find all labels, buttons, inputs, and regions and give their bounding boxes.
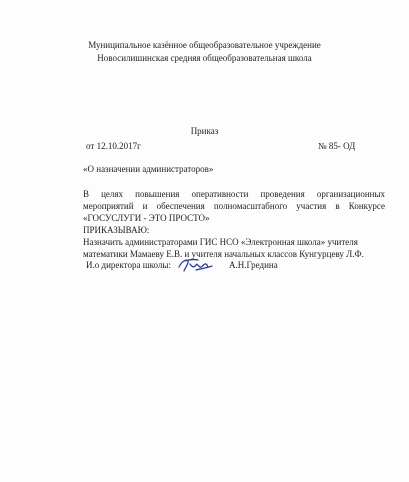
- org-name-line2: Новосилишинская средняя общеобразовательная школа: [97, 53, 312, 63]
- paragraph1-line1: В целях повышения оперативности проведения организационных: [83, 189, 385, 199]
- signature-role: И.о директора школы:: [86, 260, 171, 270]
- order-date: от 12.10.2017г: [86, 141, 141, 151]
- paragraph1-line2: мероприятий и обеспечения полномасштабного участия в Конкурсе: [83, 201, 385, 211]
- order-subject: «О назначении администраторов»: [83, 164, 214, 174]
- handwritten-signature: [176, 255, 216, 277]
- paragraph2-line2: математики Мамаеву Е.В. и учителя начальных классов Кунгурцеву Л.Ф.: [83, 249, 364, 259]
- order-number: № 85- ОД: [318, 141, 356, 151]
- signature-name: А.Н.Гредина: [229, 260, 278, 270]
- paragraph1-line3: «ГОСУСЛУГИ - ЭТО ПРОСТО»: [83, 213, 210, 223]
- order-word: ПРИКАЗЫВАЮ:: [83, 225, 150, 235]
- paragraph2-line1: Назначить администраторами ГИС НСО «Электронная школа» учителя: [83, 237, 358, 247]
- order-title: Приказ: [190, 126, 219, 136]
- org-name-line1: Муниципальное казённое общеобразовательное учреждение: [88, 40, 321, 50]
